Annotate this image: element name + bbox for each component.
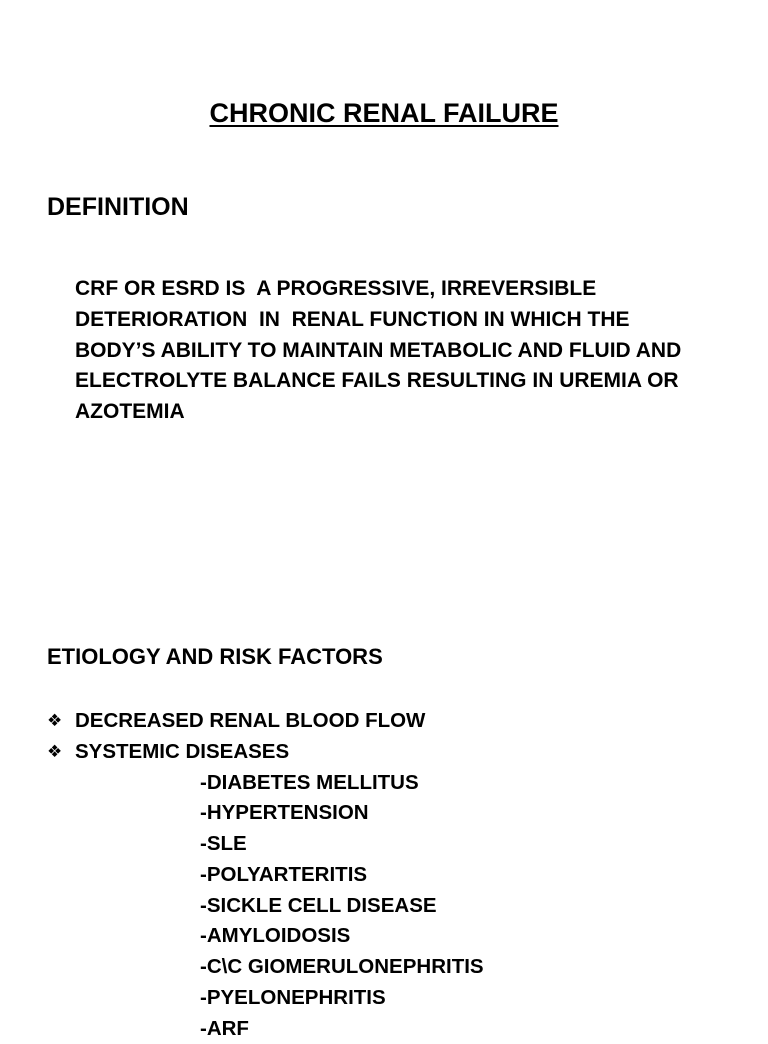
sub-item: -HYPERTENSION xyxy=(200,801,369,825)
sub-item: -ARF xyxy=(200,1016,249,1040)
bullet-label: DECREASED RENAL BLOOD FLOW xyxy=(75,709,426,732)
sub-item-row xyxy=(0,768,768,799)
etiology-heading: ETIOLOGY AND RISK FACTORS xyxy=(47,644,383,669)
bullet-item xyxy=(0,706,768,737)
bullet-label: SYSTEMIC DISEASES xyxy=(75,739,290,763)
definition-heading: DEFINITION xyxy=(47,193,189,221)
bullet-item xyxy=(0,737,768,768)
sub-item: -POLYARTERITIS xyxy=(200,862,368,886)
sub-item-row xyxy=(0,860,768,891)
sub-item-row xyxy=(0,983,768,1014)
definition-text xyxy=(75,274,735,428)
definition-line: ELECTROLYTE BALANCE FAILS RESULTING IN UREMIA OR xyxy=(75,369,679,393)
sub-item-row xyxy=(0,891,768,922)
diamond-bullet-icon: ❖ xyxy=(47,711,63,731)
definition-line: DETERIORATION IN RENAL FUNCTION IN WHICH THE xyxy=(75,307,630,331)
sub-item: -AMYLOIDOSIS xyxy=(200,924,351,948)
sub-item: -PYELONEPHRITIS xyxy=(200,985,386,1009)
sub-item-row xyxy=(0,921,768,952)
sub-item: -DIABETES MELLITUS xyxy=(200,770,419,794)
sub-item-row xyxy=(0,798,768,829)
sub-item: -SICKLE CELL DISEASE xyxy=(200,893,437,917)
definition-line: BODY’S ABILITY TO MAINTAIN METABOLIC AND FLUID AND xyxy=(75,338,682,362)
sub-item-row xyxy=(0,829,768,860)
sub-item-row-cut-off xyxy=(0,1014,768,1040)
sub-item: -SLE xyxy=(200,832,247,855)
diamond-bullet-icon: ❖ xyxy=(47,741,63,762)
sub-item-row xyxy=(0,952,768,983)
definition-line: AZOTEMIA xyxy=(75,400,185,424)
definition-line: CRF OR ESRD IS A PROGRESSIVE, IRREVERSIBLE xyxy=(75,277,597,300)
document-title: CHRONIC RENAL FAILURE xyxy=(209,98,559,128)
etiology-list xyxy=(0,706,768,1040)
sub-item: -C\C GIOMERULONEPHRITIS xyxy=(200,955,484,978)
